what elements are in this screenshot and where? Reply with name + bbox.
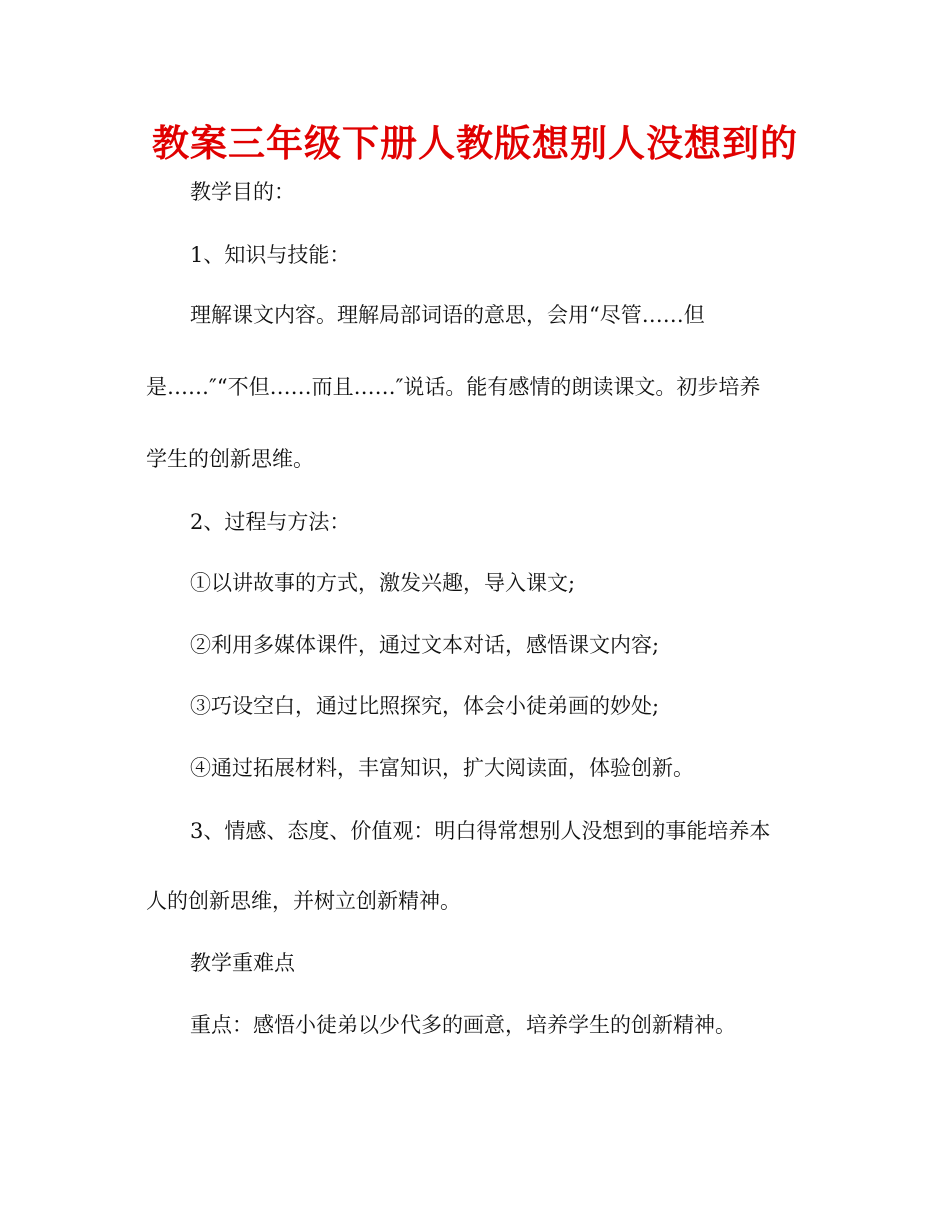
paragraph-line: 3、情感、态度、价值观：明白得常想别人没想到的事能培养本 bbox=[190, 819, 771, 843]
paragraph-line: 是……″“不但……而且……″说话。能有感情的朗读课文。初步培养 bbox=[146, 375, 761, 399]
paragraph-line: 重点：感悟小徒弟以少代多的画意，培养学生的创新精神。 bbox=[190, 1013, 736, 1037]
list-item: ③巧设空白，通过比照探究，体会小徒弟画的妙处; bbox=[190, 694, 660, 718]
section-heading-key-points: 教学重难点 bbox=[190, 951, 295, 975]
list-item: ②利用多媒体课件，通过文本对话，感悟课文内容; bbox=[190, 633, 660, 657]
subheading-knowledge-skills: 1、知识与技能： bbox=[190, 243, 351, 267]
section-heading-objectives: 教学目的： bbox=[190, 180, 295, 204]
subheading-process-methods: 2、过程与方法： bbox=[190, 510, 351, 534]
list-item: ④通过拓展材料，丰富知识，扩大阅读面，体验创新。 bbox=[190, 756, 694, 780]
paragraph-line: 学生的创新思维。 bbox=[146, 447, 314, 471]
paragraph-line: 人的创新思维，并树立创新精神。 bbox=[146, 889, 461, 913]
list-item: ①以讲故事的方式，激发兴趣，导入课文; bbox=[190, 571, 576, 595]
paragraph-line: 理解课文内容。理解局部词语的意思，会用“尽管……但 bbox=[190, 303, 705, 327]
document-title: 教案三年级下册人教版想别人没想到的 bbox=[152, 122, 798, 165]
